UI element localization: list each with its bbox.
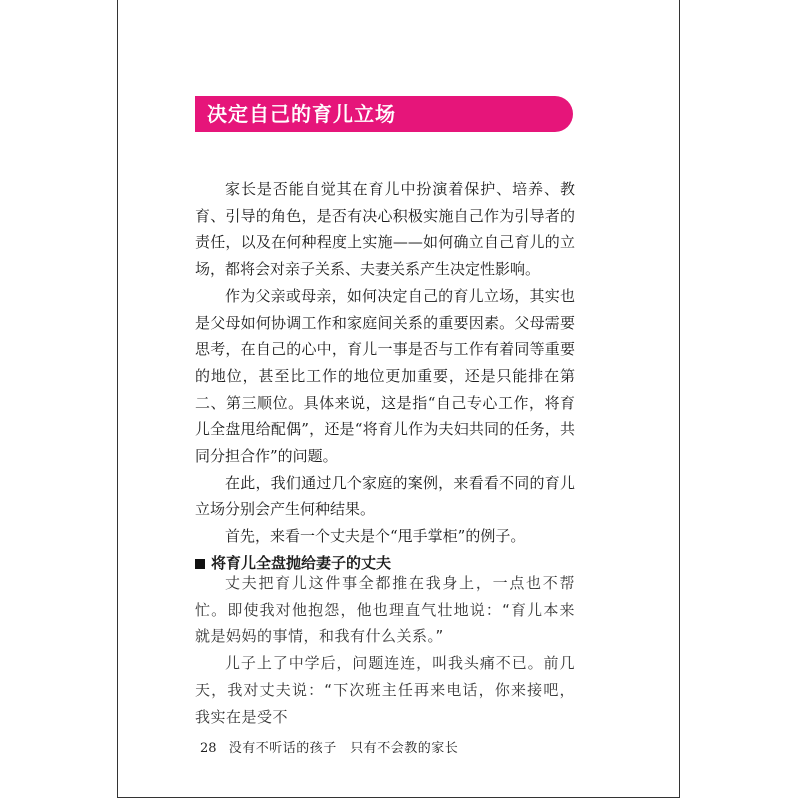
paragraph-1: 家长是否能自觉其在育儿中扮演着保护、培养、教育、引导的角色，是否有决心积极实施自己作为引导者的责任，以及在何种程度上实施——如何确立自己育儿的立场，都将会对亲子关系、夫妻关系产生决定性影响。 [195, 180, 575, 279]
case-paragraph-2: 儿子上了中学后，问题连连，叫我头痛不已。前几天，我对丈夫说：“下次班主任再来电话，你来接吧，我实在是受不 [195, 654, 575, 726]
main-text [195, 176, 575, 550]
case-subheading [195, 556, 391, 571]
paragraph-2: 作为父亲或母亲，如何决定自己的育儿立场，其实也是父母如何协调工作和家庭间关系的重要因素。父母需要思考，在自己的心中，育儿一事是否与工作有着同等重要的地位，甚至比工作的地位更加重要，还是只能排在第二、第三顺位。具体来说，这是指“自己专心工作，将育儿全盘甩给配偶”，还是“将育儿作为夫妇共同的任务，共同分担合作”的问题。 [195, 286, 575, 466]
section-title-banner [195, 96, 573, 132]
page-number: 28 [200, 741, 217, 756]
paragraph-4: 首先，来看一个丈夫是个“甩手掌柜”的例子。 [225, 527, 526, 546]
book-title: 没有不听话的孩子 只有不会教的家长 [228, 741, 459, 756]
page-footer [200, 737, 458, 756]
case-text [195, 570, 575, 730]
case-subheading-text: 将育儿全盘抛给妻子的丈夫 [211, 554, 392, 572]
black-square-icon [195, 559, 205, 569]
section-title: 决定自己的育儿立场 [207, 102, 396, 126]
case-paragraph-1: 丈夫把育儿这件事全都推在我身上，一点也不帮忙。即使我对他抱怨，他也理直气壮地说：“育儿本来就是妈妈的事情，和我有什么关系。” [195, 574, 575, 646]
paragraph-3: 在此，我们通过几个家庭的案例，来看看不同的育儿立场分别会产生何种结果。 [195, 473, 575, 519]
